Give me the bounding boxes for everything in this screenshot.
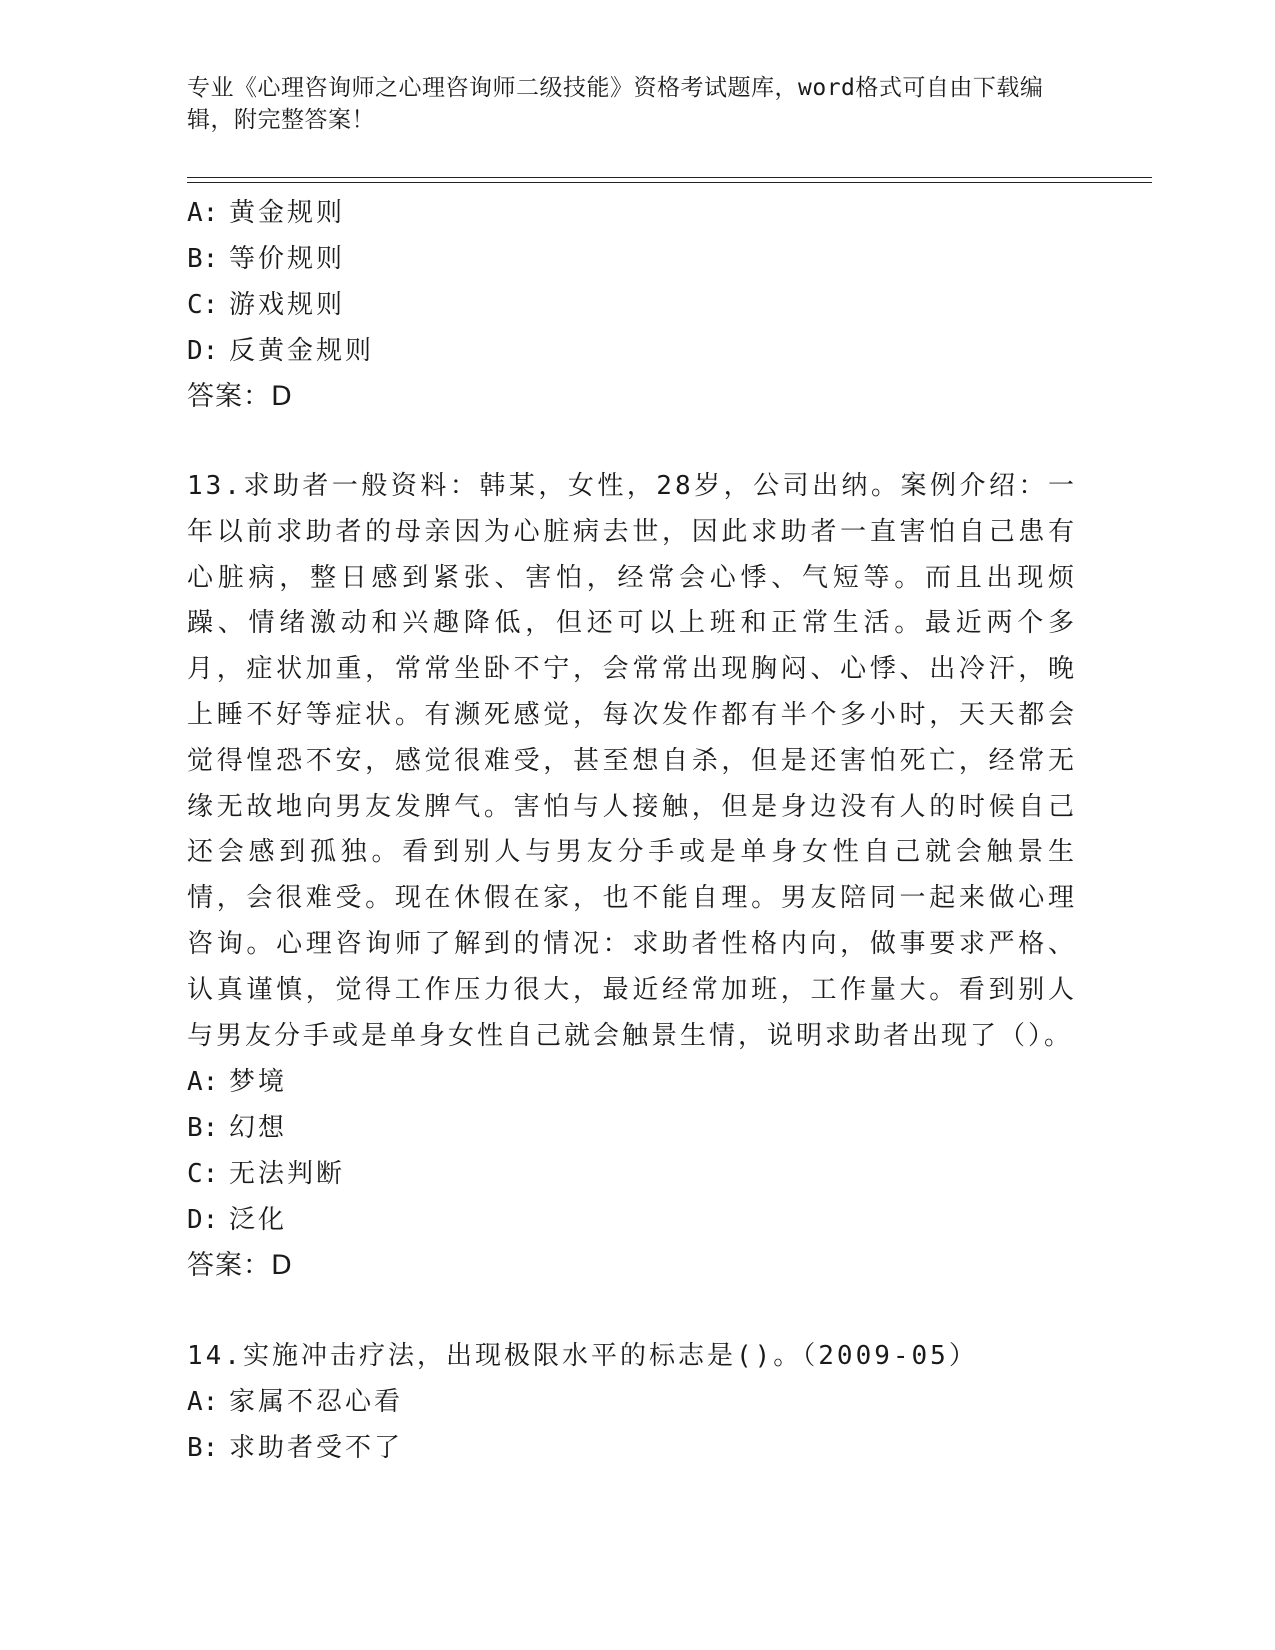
option-d: D: 反黄金规则: [187, 336, 375, 366]
question-13-text: 13.求助者一般资料：韩某，女性，28岁，公司出纳。案例介绍：一年以前求助者的母亲因为心脏病去世，因此求助者一直害怕自己患有心脏病，整日感到紧张、害怕，经常会心悸、气短等。而且出现烦躁、情绪激动和兴趣降低，但还可以上班和正常生活。最近两个多月，症状加重，常常坐卧不宁，会常常出现胸闷、心悸、出冷汗，晚上睡不好等症状。有濒死感觉，每次发作都有半个多小时，天天都会觉得惶恐不安，感觉很难受，甚至想自杀，但是还害怕死亡，经常无缘无故地向男友发脾气。害怕与人接触，但是身边没有人的时候自己还会感到孤独。看到别人与男友分手或是单身女性自己就会触景生情，会很难受。现在休假在家，也不能自理。男友陪同一起来做心理咨询。心理咨询师了解到的情况：求助者性格内向，做事要求严格、认真谨慎，觉得工作压力很大，最近经常加班，工作量大。看到别人与男友分手或是单身女性自己就会触景生情，说明求助者出现了（）。: [187, 471, 1077, 1051]
option-c: C: 游戏规则: [187, 290, 346, 320]
option-a: A: 梦境: [187, 1067, 288, 1098]
header-divider-top: [187, 177, 1152, 178]
question-14-options: [187, 1379, 1087, 1471]
question-12-options: [187, 190, 1087, 374]
option-a: A: 家属不忍心看: [187, 1387, 404, 1418]
option-b: B: 幻想: [187, 1113, 288, 1144]
option-a: A: 黄金规则: [187, 198, 346, 228]
option-d: D: 泛化: [187, 1205, 288, 1236]
option-c: C: 无法判断: [187, 1159, 346, 1190]
question-14-text: 14.实施冲击疗法，出现极限水平的标志是()。（2009-05）: [187, 1341, 978, 1372]
option-b: B: 等价规则: [187, 244, 346, 274]
question-13-options: [187, 1059, 1087, 1243]
option-b: B: 求助者受不了: [187, 1433, 404, 1464]
question-12-answer: 答案：D: [187, 381, 293, 412]
document-body: [187, 190, 1087, 1471]
header-divider-bottom: [187, 182, 1152, 183]
question-13-answer: 答案：D: [187, 1250, 293, 1282]
document-header: 专业《心理咨询师之心理咨询师二级技能》资格考试题库，word格式可自由下载编辑，附完整答案！: [187, 75, 1044, 133]
